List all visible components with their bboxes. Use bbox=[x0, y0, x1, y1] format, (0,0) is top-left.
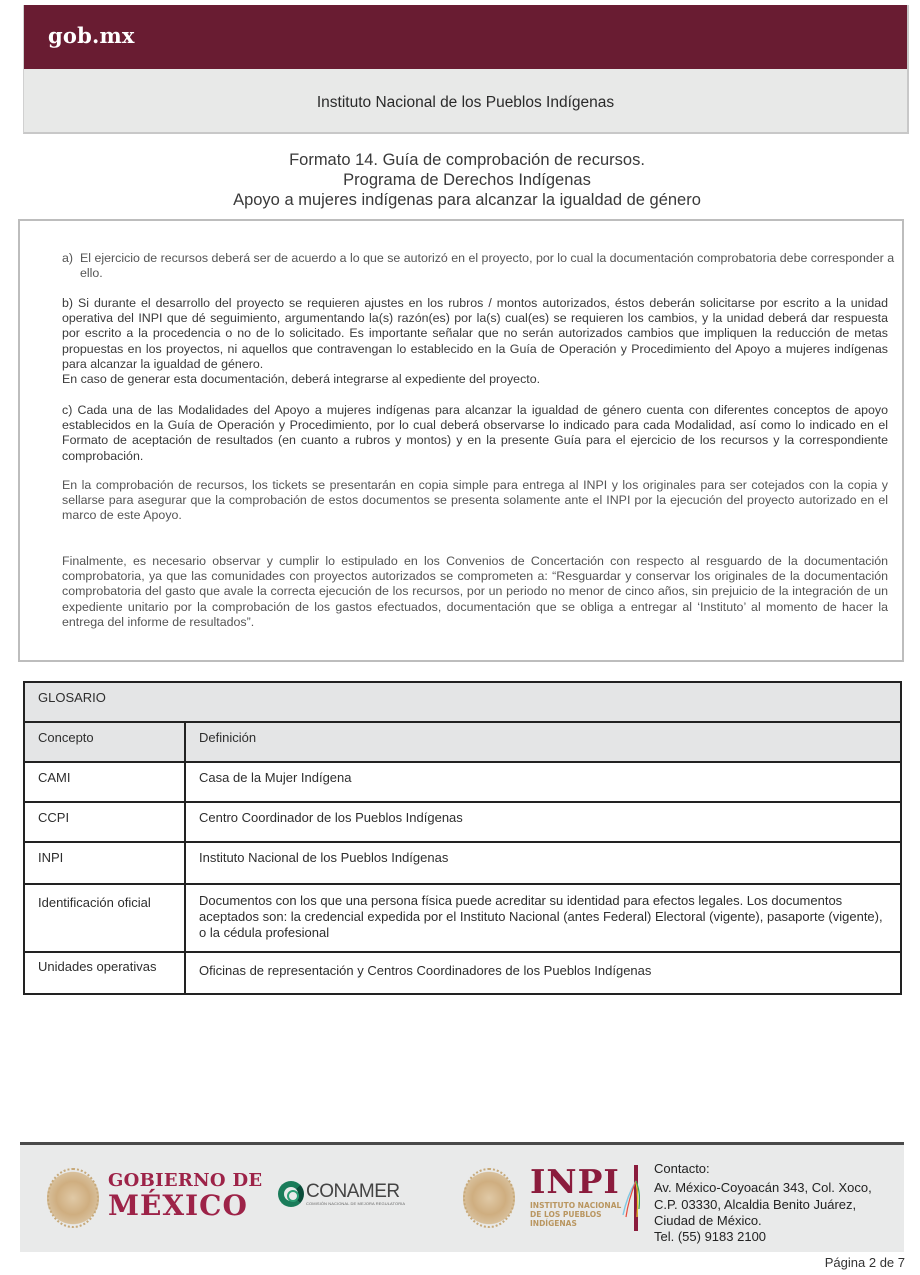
header-institution-bar bbox=[24, 69, 907, 132]
glossary-header-row bbox=[24, 722, 901, 762]
gob-logo-line-2: MÉXICO bbox=[108, 1189, 248, 1222]
paragraph-d: En la comprobación de recursos, los tickets se presentarán en copia simple para entrega al INPI y los originales para ser cotejados con la copia y sellarse para asegurar que la comprobación de estos documentos se presenta solamente ante el INPI por la ejecución del proyecto autorizado en el marco de este Apoyo. bbox=[62, 478, 888, 523]
glossary-title: GLOSARIO bbox=[24, 682, 901, 722]
inpi-logo bbox=[530, 1162, 622, 1228]
institution-name: Instituto Nacional de los Pueblos Indígenas bbox=[316, 93, 615, 111]
definition-cell: Oficinas de representación y Centros Coordinadores de los Pueblos Indígenas bbox=[185, 952, 901, 994]
inpi-subtitle-line-1: INSTITUTO NACIONAL bbox=[530, 1201, 622, 1210]
paragraph-a-label: a) bbox=[62, 251, 74, 265]
inpi-name: INPI bbox=[530, 1162, 620, 1201]
instructions-box bbox=[18, 219, 904, 662]
national-seal-icon bbox=[47, 1168, 99, 1228]
column-header-definition: Definición bbox=[185, 722, 901, 762]
page-number: Página 2 de 7 bbox=[824, 1255, 905, 1270]
paragraph-b-note: En caso de generar esta documentación, deberá integrarse al expediente del proyecto. bbox=[62, 372, 541, 386]
contact-title: Contacto: bbox=[654, 1161, 710, 1176]
table-row bbox=[24, 884, 901, 952]
paragraph-a bbox=[62, 251, 902, 281]
paragraph-c: c) Cada una de las Modalidades del Apoyo a mujeres indígenas para alcanzar la igualdad de género cuenta con diferentes conceptos de apoyo establecidos en la Guía de Operación y Procedimiento, por lo cual deberá observarse lo indicado para cada Modalidad, así como lo indicado en el Formato de aceptación de resultados (en cuanto a rubros y montos) y en la presente Guía para el ejercicio de los recursos y la correspondiente comprobación. bbox=[62, 403, 888, 463]
document-title bbox=[0, 150, 920, 210]
glossary-table bbox=[23, 681, 902, 995]
contact-address-line-1: Av. México-Coyoacán 343, Col. Xoco, bbox=[654, 1180, 872, 1196]
conamer-logo bbox=[278, 1181, 405, 1207]
contact-address-line-2: C.P. 03330, Alcaldia Benito Juárez, bbox=[654, 1196, 857, 1212]
table-row bbox=[24, 842, 901, 884]
table-row bbox=[24, 802, 901, 842]
definition-cell: Documentos con los que una persona física puede acreditar su identidad para efectos legales. Los documentos aceptados son: la credencial expedida por el Instituto Nacional (antes Federal) Electoral (vigente), pasaporte (vigente), o la cédula profesional bbox=[185, 884, 901, 952]
header-brand-bar bbox=[24, 5, 907, 69]
page-header bbox=[23, 5, 909, 134]
concept-cell: Unidades operativas bbox=[24, 952, 185, 994]
definition-cell: Centro Coordinador de los Pueblos Indígenas bbox=[185, 802, 901, 842]
concept-cell: CCPI bbox=[24, 802, 185, 842]
concept-cell: INPI bbox=[24, 842, 185, 884]
paragraph-e: Finalmente, es necesario observar y cumplir lo estipulado en los Convenios de Concertación con respecto al resguardo de la documentación comprobatoria, ya que las comunidades con proyectos autorizados se comprometen a: “Resguardar y conservar los originales de la documentación comprobatoria del gasto que avale la correcta ejecución de los recursos, por un periodo no menor de cinco años, sin prejuicio de la integración de un expediente unitario por la comprobación de los gastos efectuados, documentación que se obliga a entregar al ‘Instituto’ al momento de hacer la entrega del informe de resultados”. bbox=[62, 554, 888, 629]
conamer-name: CONAMER bbox=[306, 1180, 400, 1202]
page-footer bbox=[20, 1142, 904, 1252]
inpi-subtitle-line-3: INDÍGENAS bbox=[530, 1219, 577, 1228]
gob-logo-line-1: GOBIERNO DE bbox=[108, 1170, 263, 1191]
gob-mx-logo[interactable]: gob.mx bbox=[48, 23, 135, 48]
table-row bbox=[24, 952, 901, 994]
inpi-subtitle bbox=[530, 1201, 621, 1228]
column-header-concept: Concepto bbox=[24, 722, 185, 762]
contact-address-line-3: Ciudad de México. bbox=[654, 1212, 762, 1228]
paragraph-b: b) Si durante el desarrollo del proyecto se requieren ajustes en los rubros / montos autorizados, éstos deberán solicitarse por escrito a la unidad operativa del INPI que dé seguimiento, argumentando la(s) razón(es) por la(s) cual(es) se requieren los cambios, y la unidad deberá dar respuesta por escrito a la procedencia o no de lo solicitado. Es importante señalar que no serán autorizados cambios que impliquen la reducción de metas propuestas en los proyectos, ni aquellos que contravengan lo establecido en la Guía de Operación y Procedimiento del Apoyo a mujeres indígenas para alcanzar la igualdad de género. bbox=[62, 296, 888, 371]
contact-info bbox=[654, 1161, 872, 1245]
concept-cell: CAMI bbox=[24, 762, 185, 802]
table-row bbox=[24, 762, 901, 802]
inpi-threads-icon bbox=[622, 1179, 640, 1219]
glossary-title-row bbox=[24, 682, 901, 722]
title-line-3: Apoyo a mujeres indígenas para alcanzar la igualdad de género bbox=[233, 191, 701, 209]
concept-cell: Identificación oficial bbox=[24, 884, 185, 952]
national-seal-icon bbox=[463, 1168, 515, 1228]
title-line-1: Formato 14. Guía de comprobación de recursos. bbox=[289, 151, 645, 169]
conamer-icon bbox=[278, 1181, 304, 1207]
definition-cell: Instituto Nacional de los Pueblos Indígenas bbox=[185, 842, 901, 884]
paragraph-a-text: El ejercicio de recursos deberá ser de acuerdo a lo que se autorizó en el proyecto, por lo cual la documentación comprobatoria debe corresponder a ello. bbox=[80, 251, 895, 281]
title-line-2: Programa de Derechos Indígenas bbox=[343, 171, 591, 189]
contact-phone: Tel. (55) 9183 2100 bbox=[654, 1229, 767, 1245]
definition-cell: Casa de la Mujer Indígena bbox=[185, 762, 901, 802]
gobierno-de-mexico-logo bbox=[108, 1172, 262, 1220]
conamer-subtitle: COMISIÓN NACIONAL DE MEJORA REGULATORIA bbox=[306, 1200, 406, 1206]
inpi-subtitle-line-2: DE LOS PUEBLOS bbox=[530, 1210, 602, 1219]
